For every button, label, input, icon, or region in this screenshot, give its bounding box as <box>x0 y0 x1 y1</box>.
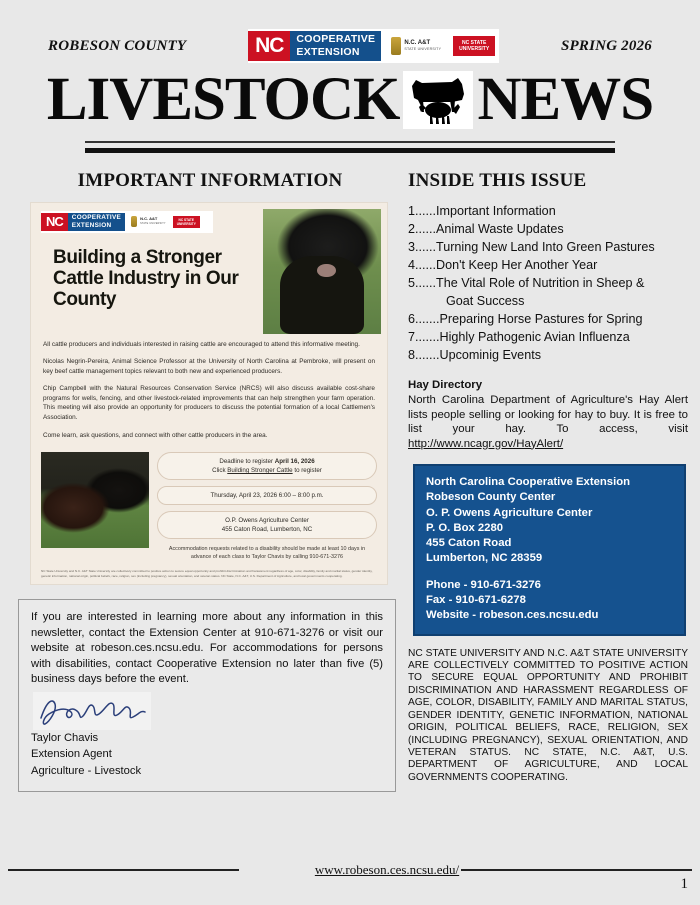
hay-alert-link[interactable]: http://www.ncagr.gov/HayAlert/ <box>408 437 564 450</box>
toc-item-continuation: Goat Success <box>446 293 525 308</box>
flyer-details-row <box>31 452 387 565</box>
aandt-text <box>404 40 441 53</box>
nc-cooperative-extension-logo <box>248 29 499 63</box>
hay-directory-body <box>408 393 688 451</box>
title-word-right: NEWS <box>477 66 654 133</box>
hay-directory-text: North Carolina Department of Agriculture's Hay Alert lists people selling or looking for hay to buy. It is free to list your hay. To access, visit <box>408 394 688 435</box>
flyer-detail-pills <box>157 452 377 561</box>
flyer-body-text <box>31 334 387 453</box>
content-columns <box>0 170 700 793</box>
nc-monogram: NC <box>248 31 290 61</box>
flyer-header <box>31 203 387 334</box>
nc-state-logo <box>453 36 495 56</box>
page-footer <box>0 862 700 893</box>
issue-season-label: SPRING 2026 <box>561 37 652 54</box>
event-datetime: Thursday, April 23, 2026 6:00 – 8:00 p.m. <box>210 492 324 500</box>
venue-name: O.P. Owens Agriculture Center <box>225 517 309 525</box>
newsletter-title-block <box>0 68 700 153</box>
agent-department: Agriculture - Livestock <box>31 764 142 777</box>
contact-org-name: North Carolina Cooperative Extension <box>426 476 631 488</box>
aandt-subtitle: STATE UNIVERSITY <box>404 47 442 51</box>
signature-image <box>33 692 151 730</box>
toc-item[interactable]: 7.......Highly Pathogenic Avian Influenza <box>408 329 630 344</box>
toc-item[interactable]: 8.......Upcominig Events <box>408 347 541 362</box>
hay-directory-title: Hay Directory <box>408 378 483 391</box>
flyer-extension-wordmark <box>68 213 125 231</box>
inside-this-issue-heading: INSIDE THIS ISSUE <box>408 169 587 191</box>
deadline-date: April 16, 2026 <box>274 458 315 466</box>
contact-city-state-zip: Lumberton, NC 28359 <box>426 552 543 565</box>
register-link[interactable]: Building Stronger Cattle <box>227 467 293 475</box>
hay-directory-section <box>408 378 688 452</box>
flyer-extension-logo <box>41 211 213 233</box>
cooperative-extension-wordmark <box>290 31 381 61</box>
footer-website-link[interactable]: www.robeson.ces.ncsu.edu/ <box>314 862 460 877</box>
flyer-aandt-text <box>140 217 166 226</box>
event-venue-pill <box>157 511 377 539</box>
county-label: ROBESON COUNTY <box>48 37 187 54</box>
ncstate-line-2: UNIVERSITY <box>459 46 490 52</box>
aandt-name: N.C. A&T <box>404 39 431 46</box>
register-prefix: Click <box>212 467 228 475</box>
page-title <box>0 68 700 132</box>
flyer-paragraph: Come learn, ask questions, and connect with other cattle producers in the area. <box>43 431 268 439</box>
toc-item[interactable]: 4......Don't Keep Her Another Year <box>408 257 598 272</box>
contact-website[interactable]: Website - robeson.ces.ncsu.edu <box>426 609 599 622</box>
flyer-ncstate-line-1: NC STATE <box>178 217 194 222</box>
divider-thick <box>85 148 615 153</box>
flyer-logo-line-2: EXTENSION <box>71 221 112 229</box>
event-flyer[interactable] <box>30 202 388 586</box>
masthead <box>0 0 700 62</box>
flyer-logo-line-1: COOPERATIVE <box>71 213 122 221</box>
right-column <box>408 170 688 793</box>
flyer-headline: Building a Stronger Cattle Industry in Our County <box>53 246 239 310</box>
agent-role: Extension Agent <box>31 748 112 761</box>
flyer-paragraph: Nicolas Negrin-Pereira, Animal Science Professor at the University of North Carolina at Pembroke, will present on key beef cattle management topics relevant to both new and experienced producers. <box>43 358 375 375</box>
logo-line-1: COOPERATIVE <box>296 33 376 45</box>
title-word-left: LIVESTOCK <box>46 66 400 133</box>
contact-po-box: P. O. Box 2280 <box>426 521 504 534</box>
page-number: 1 <box>680 876 688 892</box>
nc-badge <box>248 31 381 61</box>
agent-contact-box <box>18 599 396 792</box>
logo-line-2: EXTENSION <box>296 45 360 58</box>
flyer-aggie-icon <box>131 216 137 227</box>
aggie-icon <box>391 37 401 55</box>
flyer-paragraph: All cattle producers and individuals interested in raising cattle are encouraged to attend this informative meeting. <box>43 340 360 348</box>
title-divider <box>85 141 615 153</box>
flyer-ncstate-line-2: UNIVERSITY <box>176 221 196 226</box>
cattle-herd-photo <box>41 452 149 548</box>
ncstate-line-1: NC STATE <box>462 40 487 46</box>
flyer-nc-at-logo <box>131 216 166 227</box>
contact-street: 455 Caton Road <box>426 537 512 550</box>
important-information-heading: IMPORTANT INFORMATION <box>77 169 343 191</box>
deadline-line <box>164 457 370 466</box>
contact-spacer <box>426 567 673 578</box>
nondiscrimination-statement: NC STATE UNIVERSITY AND N.C. A&T STATE UNIVERSITY ARE COLLECTIVELY COMMITTED TO POSITIVE ACTION TO SECURE EQUAL OPPORTUNITY AND PROHIBIT DISCRIMINATION AND HARASSMENT REGARDLESS OF AGE, COLOR, DISABILITY, FAMILY AND MARITAL STATUS, GENDER IDENTITY, GENETIC INFORMATION, NATIONAL ORIGIN, POLITICAL BELIEFS, RACE, RELIGION, SEX (INCLUDING PREGNANCY), SEXUAL ORIENTATION, AND VETERAN STATUS. NC STATE, N.C. A&T, U.S. DEPARTMENT OF AGRICULTURE, AND LOCAL GOVERNMENTS COOPERATING. <box>408 647 688 783</box>
table-of-contents <box>408 202 688 364</box>
toc-item[interactable]: 1......Important Information <box>408 203 556 218</box>
flyer-aandt-name: N.C. A&T <box>140 216 158 221</box>
contact-phone: Phone - 910-671-3276 <box>426 578 541 591</box>
venue-address: 455 Caton Road, Lumberton, NC <box>221 526 313 534</box>
register-link-line[interactable] <box>164 466 370 475</box>
contact-building-name: O. P. Owens Agriculture Center <box>426 506 593 519</box>
flyer-nc-state-logo <box>173 216 200 228</box>
flyer-nc-badge <box>41 213 125 231</box>
register-suffix: to register <box>292 467 322 475</box>
cattle-silhouette-icon <box>403 71 473 129</box>
toc-item[interactable]: 3......Turning New Land Into Green Pastures <box>408 239 655 254</box>
deadline-prefix: Deadline to register <box>219 458 275 466</box>
flyer-nc-monogram: NC <box>41 213 68 231</box>
toc-item[interactable]: 5......The Vital Role of Nutrition in Sheep & <box>408 275 645 290</box>
divider-thin <box>85 141 615 143</box>
event-datetime-pill <box>157 486 377 505</box>
flyer-nondiscrimination-fineprint: NC State University and N.C. A&T State University are collectively committed to positive action to secure equal opportunity and prohibit discrimination and harassment regardless of age, color, disability, family and marital status, gender identity, genetic information, national origin, political beliefs, race, religion, sex (including pregnancy), sexual orientation, and veteran status. NC State, N.C. A&T, U.S. Department of Agriculture, and local governments cooperating. <box>41 569 373 578</box>
toc-item[interactable]: 2......Animal Waste Updates <box>408 221 564 236</box>
black-angus-cow-photo <box>263 209 381 334</box>
flyer-paragraph: Chip Campbell with the Natural Resources Conservation Service (NRCS) will also discuss available cost-share programs for wells, fencing, and other livestock-related improvements that can help strengthen your farm operation. This meeting will also provide an opportunity for producers to discuss the potential formation of a local Cattlemen's Association. <box>43 385 375 422</box>
agent-name: Taylor Chavis <box>31 731 99 744</box>
footer-line-left <box>8 869 239 871</box>
nc-at-logo <box>391 37 441 55</box>
footer-line-right <box>461 869 692 871</box>
flyer-header-left <box>31 203 261 320</box>
county-center-contact-box <box>413 464 686 636</box>
registration-deadline-pill[interactable] <box>157 452 377 480</box>
accommodation-notice: Accommodation requests related to a disability should be made at least 10 days in advance of each class to Taylor Chavis by calling 910-671-3276 <box>168 546 366 560</box>
left-column <box>12 170 394 793</box>
flyer-aandt-subtitle: STATE UNIVERSITY <box>140 221 166 225</box>
contact-fax: Fax - 910-671-6278 <box>426 594 526 607</box>
contact-center-name: Robeson County Center <box>426 491 556 504</box>
toc-item[interactable]: 6.......Preparing Horse Pastures for Spring <box>408 311 643 326</box>
agent-contact-text: If you are interested in learning more about any information in this newsletter, contact the Extension Center at 910-671-3276 or visit our website at robeson.ces.ncsu.edu. For accommodations for persons with disabilities, contact Cooperative Extension no later than five (5) business days before the event. <box>31 611 383 686</box>
